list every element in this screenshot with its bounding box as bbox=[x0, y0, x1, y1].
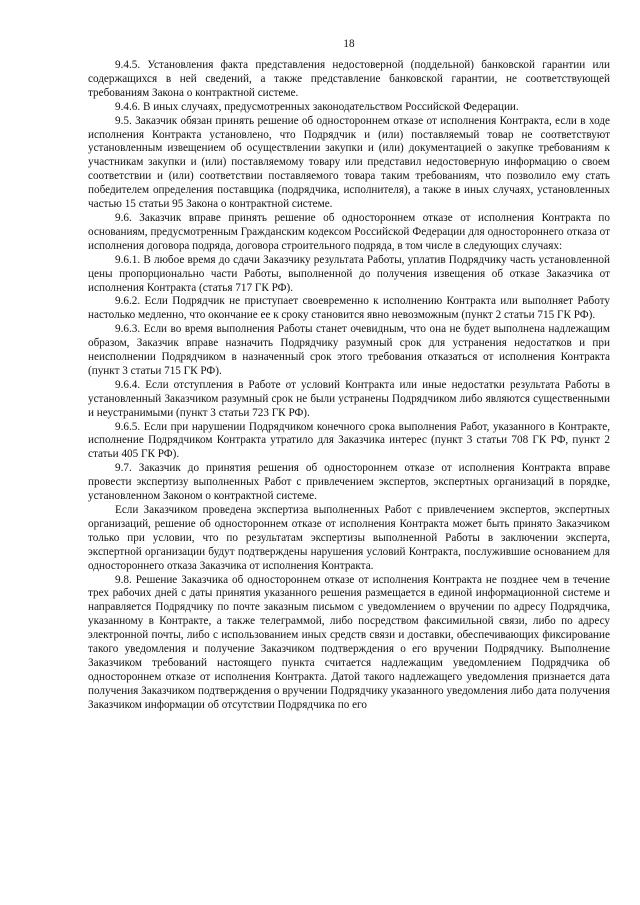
paragraph-9-4-5: 9.4.5. Установления факта представления недостоверной (поддельной) банковской гарантии или содержащихся в ней сведений, а также представление банковской гарантии, не соответствующей требованиям Закона о контрактной системе. bbox=[88, 59, 610, 99]
paragraph-9-6-2: 9.6.2. Если Подрядчик не приступает своевременно к исполнению Контракта или выполняет Работу настолько медленно, что окончание ее к сроку становится явно невозможным (пункт 2 статьи 715 ГК РФ). bbox=[88, 295, 610, 322]
paragraph-9-6: 9.6. Заказчик вправе принять решение об одностороннем отказе от исполнения Контракта по основаниям, предусмотренным Гражданским кодексом Российской Федерации для одностороннего отказа от исполнения договора подряда, договора строительного подряда, в том числе в следующих случаях: bbox=[88, 211, 610, 252]
paragraph-9-4-6: 9.4.6. В иных случаях, предусмотренных законодательством Российской Федерации. bbox=[115, 100, 519, 113]
paragraph-9-7: 9.7. Заказчик до принятия решения об одностороннем отказе от исполнения Контракта вправе провести экспертизу выполненных Работ с привлечением экспертов, экспертных организаций в порядке, установленном Законом о контрактной системе. bbox=[88, 462, 610, 503]
document-page bbox=[88, 37, 610, 713]
paragraph-9-6-5: 9.6.5. Если при нарушении Подрядчиком конечного срока выполнения Работ, указанного в Контракте, исполнение Подрядчиком Контракта утратило для Заказчика интерес (пункт 3 статьи 708 ГК РФ, пункт 2 статьи 405 ГК РФ). bbox=[88, 420, 610, 461]
paragraph-9-8: 9.8. Решение Заказчика об одностороннем отказе от исполнения Контракта не позднее чем в течение трех рабочих дней с даты принятия указанного решения размещается в единой информационной системе и направляется Подрядчику по почте заказным письмом с уведомлением о вручении по адресу Подрядчика, указанному в Контракте, а также телеграммой, либо посредством факсимильной связи, либо по адресу электронной почты, либо с использованием иных средств связи и доставки, обеспечивающих фиксирование такого уведомления и получение Заказчиком подтверждения о его вручении Подрядчику. Выполнение Заказчиком требований настоящего пункта считается надлежащим уведомлением Подрядчика об одностороннем отказе от исполнения Контракта. Датой такого надлежащего уведомления признается дата получения Заказчиком подтверждения о вручении Подрядчику указанного уведомления либо дата получения Заказчиком информации об отсутствии Подрядчика по его bbox=[88, 573, 610, 711]
paragraph-9-6-3: 9.6.3. Если во время выполнения Работы станет очевидным, что она не будет выполнена надлежащим образом, Заказчик вправе назначить Подрядчику разумный срок для устранения недостатков и при неисполнении Подрядчиком в назначенный срок этого требования отказаться от исполнения Контракта (пункт 3 статьи 715 ГК РФ). bbox=[88, 323, 610, 377]
paragraph-9-7-expertise: Если Заказчиком проведена экспертиза выполненных Работ с привлечением экспертов, экспертных организаций, решение об одностороннем отказе от исполнения Контракта может быть принято Заказчиком только при условии, что по результатам экспертизы выполненной Работы в заключении эксперта, экспертной организации будут подтверждены нарушения условий Контракта, послужившие основанием для одностороннего отказа Заказчика от исполнения Контракта. bbox=[88, 504, 610, 572]
paragraph-9-6-4: 9.6.4. Если отступления в Работе от условий Контракта или иные недостатки результата Работы в установленный Заказчиком разумный срок не были устранены Подрядчиком либо являются существенными и неустранимыми (пункт 3 статьи 723 ГК РФ). bbox=[88, 378, 610, 419]
paragraph-9-5: 9.5. Заказчик обязан принять решение об одностороннем отказе от исполнения Контракта, если в ходе исполнения Контракта установлено, что Подрядчик и (или) поставляемый товар не соответствуют установленным извещением об осуществлении закупки и (или) документацией о закупке требованиям к участникам закупки и (или) поставляемому товару или представил недостоверную информацию о своем соответствии и (или) соответствии поставляемого товара таким требованиям, что позволило ему стать победителем определения поставщика (подрядчика, исполнителя), а также в иных случаях, установленных частью 15 статьи 95 Закона о контрактной системе. bbox=[88, 114, 610, 211]
paragraph-9-6-1: 9.6.1. В любое время до сдачи Заказчику результата Работы, уплатив Подрядчику часть установленной цены пропорционально части Работы, выполненной до получения извещения об отказе Заказчика от исполнения Контракта (статья 717 ГК РФ). bbox=[88, 253, 610, 294]
page-number: 18 bbox=[343, 38, 355, 50]
